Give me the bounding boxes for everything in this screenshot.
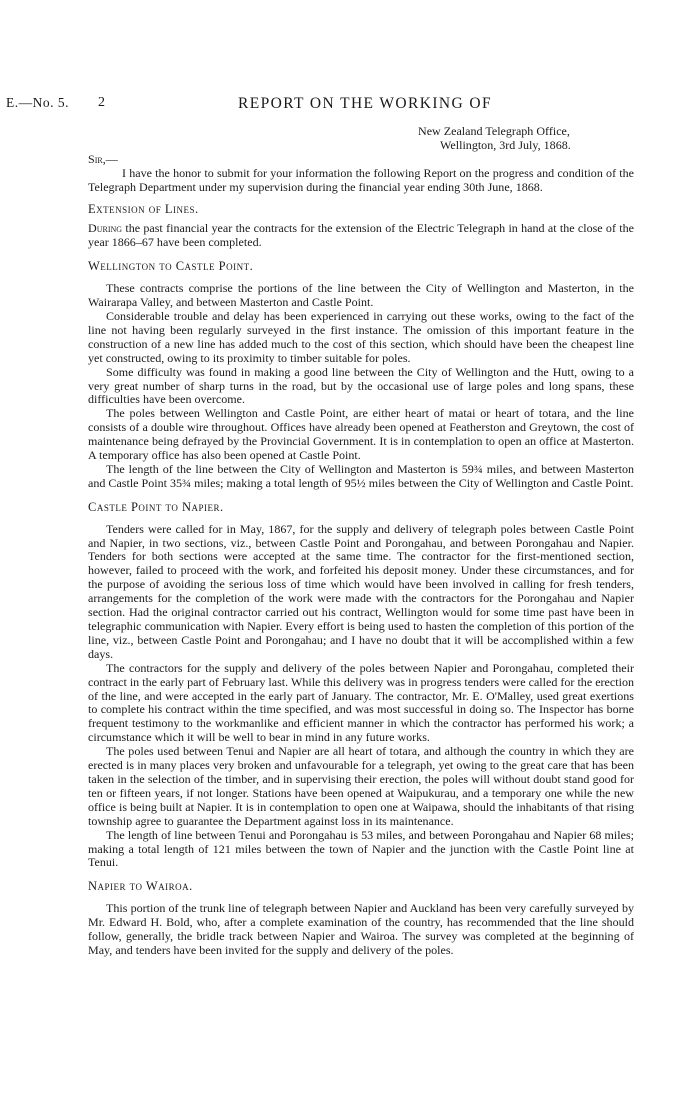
- section-paragraph: The contractors for the supply and delivery of the poles between Napier and Porongahau, completed their contract in the early part of February last. While this delivery was in progress tenders were called for the erection of the line, and were accepted in the early part of January. The contractor, Mr. E. O'Malley, used great exertions to complete his contract within the time specified, and was most successful in doing so. The Inspector has borne frequent testimony to the workmanlike and efficient manner in which the contractor has performed his work; a circumstance which it will be well to bear in mind in any future works.: [88, 660, 634, 745]
- document-reference: E.—No. 5.: [6, 95, 69, 110]
- section-heading: Wellington to Castle Point.: [88, 259, 254, 274]
- section-paragraph: Tenders were called for in May, 1867, for the supply and delivery of telegraph poles between Castle Point and Napier, in two sections, viz., between Castle Point and Porongahau, and between Porongahau and Napier. Tenders for both sections were accepted at the same time. The contractor for the first-mentioned section, however, failed to proceed with the work, and forfeited his deposit money. Under these circumstances, and for the purpose of avoiding the serious loss of time which would have been involved in calling for fresh tenders, arrangements for the completion of the work were made with the contractors for the Porongahau and Napier section. Had the original contractor carried out his contract, Wellington would for some time past have been in telegraphic communication with Napier. Every effort is being used to hasten the completion of this portion of the line, viz., between Castle Point and Porongahau; and I have no doubt that it will be accomplished within a few days.: [88, 521, 634, 661]
- page-header: [0, 95, 700, 117]
- section-heading: Castle Point to Napier.: [88, 499, 224, 514]
- intro-paragraph: I have the honor to submit for your information the following Report on the progress and condition of the Telegraph Department under my supervision during the financial year ending 30th June, 1868.: [88, 165, 634, 194]
- running-title: REPORT ON THE WORKING OF: [238, 95, 492, 112]
- report-body: [88, 125, 634, 958]
- section-paragraph: The length of line between Tenui and Porongahau is 53 miles, and between Porongahau and Napier 68 miles; making a total length of 121 miles between the town of Napier and the junction with the Castle Point line at Tenui.: [88, 827, 634, 870]
- page-number: 2: [98, 95, 105, 110]
- section-heading: Extension of Lines.: [88, 201, 199, 216]
- section-heading: Napier to Wairoa.: [88, 879, 193, 894]
- lead-word: During: [88, 221, 123, 236]
- section-paragraph: The poles between Wellington and Castle Point, are either heart of matai or heart of totara, and the line consists of a double wire throughout. Offices have already been opened at Featherston and Greytown, the cost of maintenance being defrayed by the Provincial Government. It is in contemplation to open an office at Masterton. A temporary office has also been opened at Castle Point.: [88, 406, 634, 463]
- section-paragraph: Considerable trouble and delay has been experienced in carrying out these works, owing to the fact of the line not having been regularly surveyed in the first instance. The omission of this important feature in the construction of a new line has added much to the cost of this section, which should have been the cheapest line yet constructed, owing to its proximity to timber suitable for poles.: [88, 308, 634, 365]
- salutation: Sir,—: [88, 151, 118, 166]
- section-paragraph: These contracts comprise the portions of the line between the City of Wellington and Masterton, in the Wairarapa Valley, and between Masterton and Castle Point.: [88, 281, 634, 310]
- section-paragraph: During the past financial year the contracts for the extension of the Electric Telegraph in hand at the close of the year 1866–67 have been completed.: [88, 221, 634, 250]
- place-date-line: Wellington, 3rd July, 1868.: [440, 137, 571, 152]
- section-paragraph: Some difficulty was found in making a good line between the City of Wellington and the Hutt, owing to a very great number of sharp turns in the road, but by the occasional use of large poles and long spans, these difficulties have been overcome.: [88, 364, 634, 407]
- section-paragraph: This portion of the trunk line of telegraph between Napier and Auckland has been very carefully surveyed by Mr. Edward H. Bold, who, after a complete examination of the country, has recommended that the line should follow, generally, the bridle track between Napier and Wairoa. The survey was completed at the beginning of May, and tenders have been invited for the supply and delivery of the poles.: [88, 901, 634, 957]
- section-paragraph: The length of the line between the City of Wellington and Masterton is 59¾ miles, and between Masterton and Castle Point 35¾ miles; making a total length of 95½ miles between the City of Wellington and Castle Point.: [88, 461, 634, 490]
- section-paragraph: The poles used between Tenui and Napier are all heart of totara, and although the country in which they are erected is in many places very broken and unfavourable for a telegraph, yet owing to the great care that has been taken in the selection of the timber, and in supervising their erection, the poles will without doubt stand good for ten or fifteen years, if not longer. Stations have been opened at Waipukurau, and a temporary one while the new office is being built at Napier. It is in contemplation to open one at Waipawa, should the inhabitants of that rising township agree to guarantee the Department against loss in its maintenance.: [88, 744, 634, 828]
- letter-address: [88, 125, 634, 153]
- office-line: New Zealand Telegraph Office,: [418, 124, 570, 138]
